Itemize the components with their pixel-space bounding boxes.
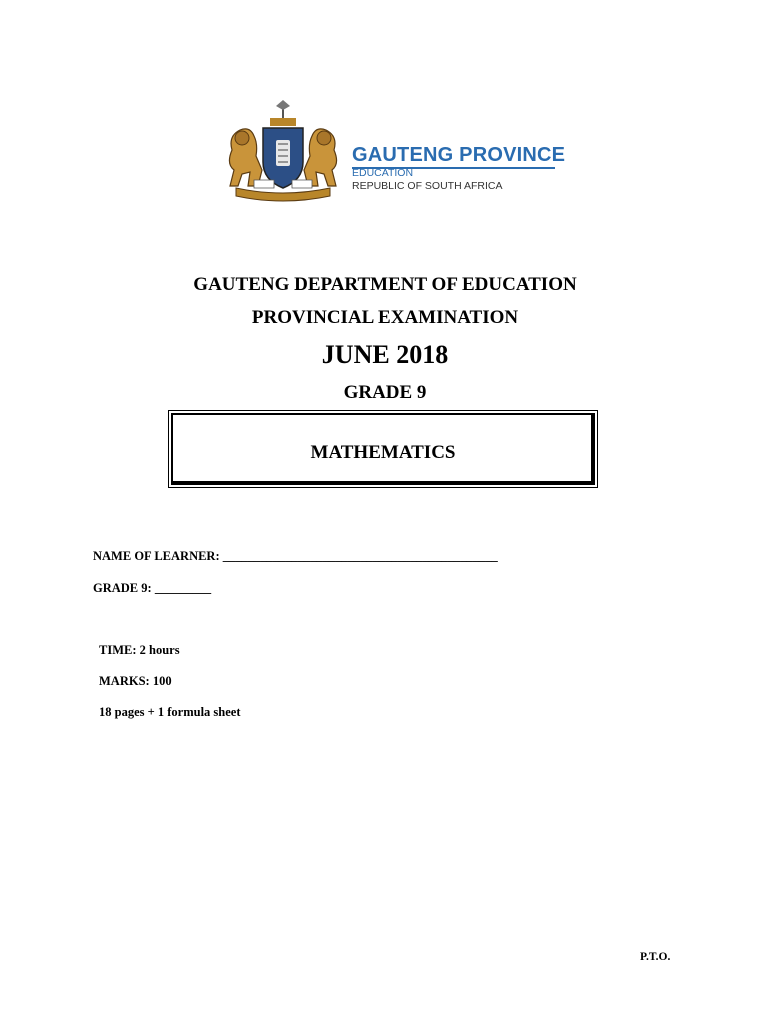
org-subtitle-country: REPUBLIC OF SOUTH AFRICA [352,180,503,192]
grade-field[interactable] [93,581,211,596]
org-subtitle-education: EDUCATION [352,167,414,179]
pages-info: 18 pages + 1 formula sheet [99,705,241,719]
org-name: GAUTENG PROVINCE [352,144,566,166]
grade-title: GRADE 9 [343,382,427,403]
coat-of-arms-icon [218,100,348,208]
subject-label: MATHEMATICS [310,442,456,463]
marks-info: MARKS: 100 [99,674,172,688]
grade-blank[interactable]: _________ [154,581,212,595]
exam-title: PROVINCIAL EXAMINATION [251,307,519,328]
learner-name-label: NAME OF LEARNER: [93,549,220,563]
time-info: TIME: 2 hours [99,643,180,657]
learner-name-blank[interactable]: ____________________________________________ [222,549,498,563]
exam-session: JUNE 2018 [321,340,449,369]
learner-name-field[interactable] [93,549,498,564]
pto-label: P.T.O. [640,951,671,963]
department-title: GAUTENG DEPARTMENT OF EDUCATION [193,274,577,295]
grade-label: GRADE 9: [93,581,152,595]
subject-box [171,413,595,485]
